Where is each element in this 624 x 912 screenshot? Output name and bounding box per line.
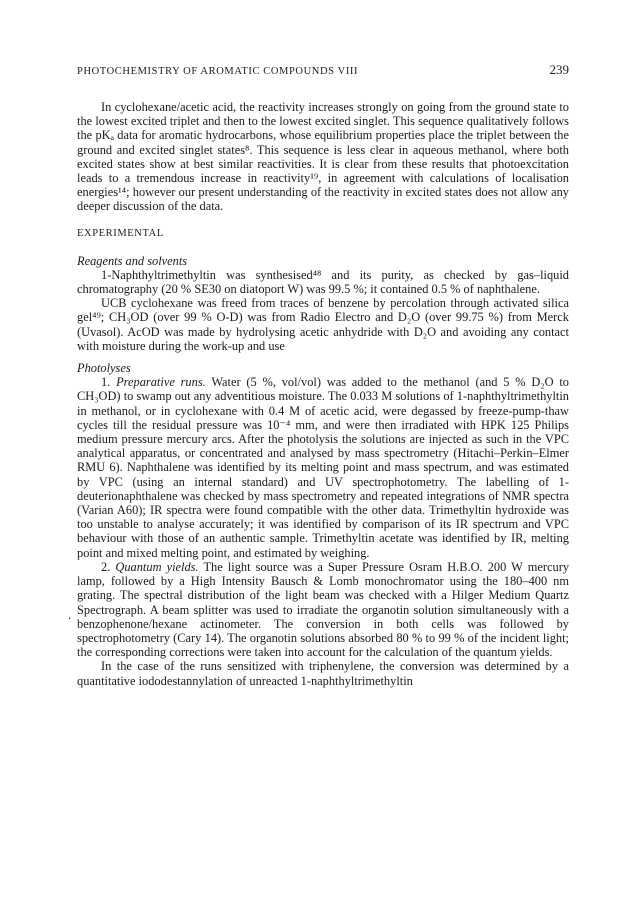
paragraph-label: Quantum yields. bbox=[115, 559, 199, 574]
intro-paragraph: In cyclohexane/acetic acid, the reactivity increases strongly on going from the ground state to the lowest excited triplet and then to the lowest excited singlet. This sequence qualitatively follows the pKₐ data for aromatic hydrocarbons, whose equilibrium properties place the triplet between the ground and excited singlet states⁸. This sequence is less clear in aqueous methanol, where both excited states show at best similar reactivities. It is clear from these results that photoexcitation leads to a tremendous increase in reactivity¹⁹, in agreement with calculations of localisation energies¹⁴; however our present understanding of the reactivity in excited states does not allow any deeper discussion of the data. bbox=[77, 100, 569, 214]
margin-mark: . bbox=[68, 607, 72, 622]
paragraph-number: 1. bbox=[101, 375, 111, 390]
final-paragraph: In the case of the runs sensitized with triphenylene, the conversion was determined by a quantitative iododestannylation of unreacted 1-naphthyltrimethyltin bbox=[77, 659, 569, 688]
paragraph-number: 2. bbox=[101, 559, 111, 574]
page-number: 239 bbox=[549, 62, 569, 77]
paragraph-label: Preparative runs. bbox=[116, 375, 206, 390]
photolyses-heading: Photolyses bbox=[77, 361, 131, 376]
paragraph-text: Water (5 %, vol/vol) was added to the methanol (and 5 % D₂O to CH₃OD) to swamp out any adventitious moisture. The 0.033 M solutions of 1-naphthyltrimethyltin in methanol, or in cyclohexane with 0.4 M of acetic acid, were degassed by freeze-pump-thaw cycles till the residual pressure was 10⁻⁴ mm, and were then irradiated with HPK 125 Philips medium pressure mercury arcs. After the photolysis the solutions are injected as such in the VPC analytical apparatus, or concentrated and analysed by mass spectrometry (Hitachi–Perkin–Elmer RMU 6). Naphthalene was identified by its melting point and mass spectrum, and was estimated by VPC (using an internal standard) and UV spectrophotometry. The labelling of 1-deuterionaphthalene was checked by mass spectrometry and repeated integrations of NMR spectra (Varian A60); IR spectra were found compatible with the other data. Trimethyltin hydroxide was too unstable to analyse accurately; it was identified by comparison of its IR spectrum and VPC behaviour with those of an authentic sample. Trimethyltin acetate was identified by IR, melting point and mixed melting point, and estimated by weighing. bbox=[77, 375, 570, 560]
reagents-paragraph: 1-Naphthyltrimethyltin was synthesised⁴⁸ and its purity, as checked by gas–liquid chromatography (20 % SE30 on diatoport W) was 99.5 %; it contained 0.5 % of naphthalene. bbox=[77, 267, 569, 297]
running-header bbox=[77, 62, 569, 78]
photolyses-paragraph-2 bbox=[77, 560, 569, 659]
running-title: PHOTOCHEMISTRY OF AROMATIC COMPOUNDS VIII bbox=[77, 66, 359, 77]
reagents-paragraph: UCB cyclohexane was freed from traces of benzene by percolation through activated silica gel⁴⁹; CH₃OD (over 99 % O-D) was from Radio Electro and D₂O (over 99.75 %) from Merck (Uvasol). AcOD was made by hydrolysing acetic anhydride with D₂O and avoiding any contact with moisture during the work-up and use bbox=[77, 296, 569, 353]
photolyses-paragraph-1 bbox=[77, 375, 569, 560]
paragraph-text: The light source was a Super Pressure Osram H.B.O. 200 W mercury lamp, followed by a High Intensity Bausch & Lomb monochromator using the 180–400 nm grating. The spectral distribution of the light beam was checked with a Hilger Medium Quartz Spectrograph. A beam splitter was used to irradiate the organotin solution simultaneously with a benzophenone/hexane actinometer. The conversion in both cells was followed by spectrophotometry (Cary 14). The organotin solutions absorbed 80 % to 99 % of the incident light; the corresponding corrections were taken into account for the calculation of the quantum yields. bbox=[77, 559, 570, 660]
section-title: EXPERIMENTAL bbox=[77, 227, 164, 239]
reagents-heading: Reagents and solvents bbox=[77, 253, 188, 268]
page bbox=[77, 62, 569, 688]
